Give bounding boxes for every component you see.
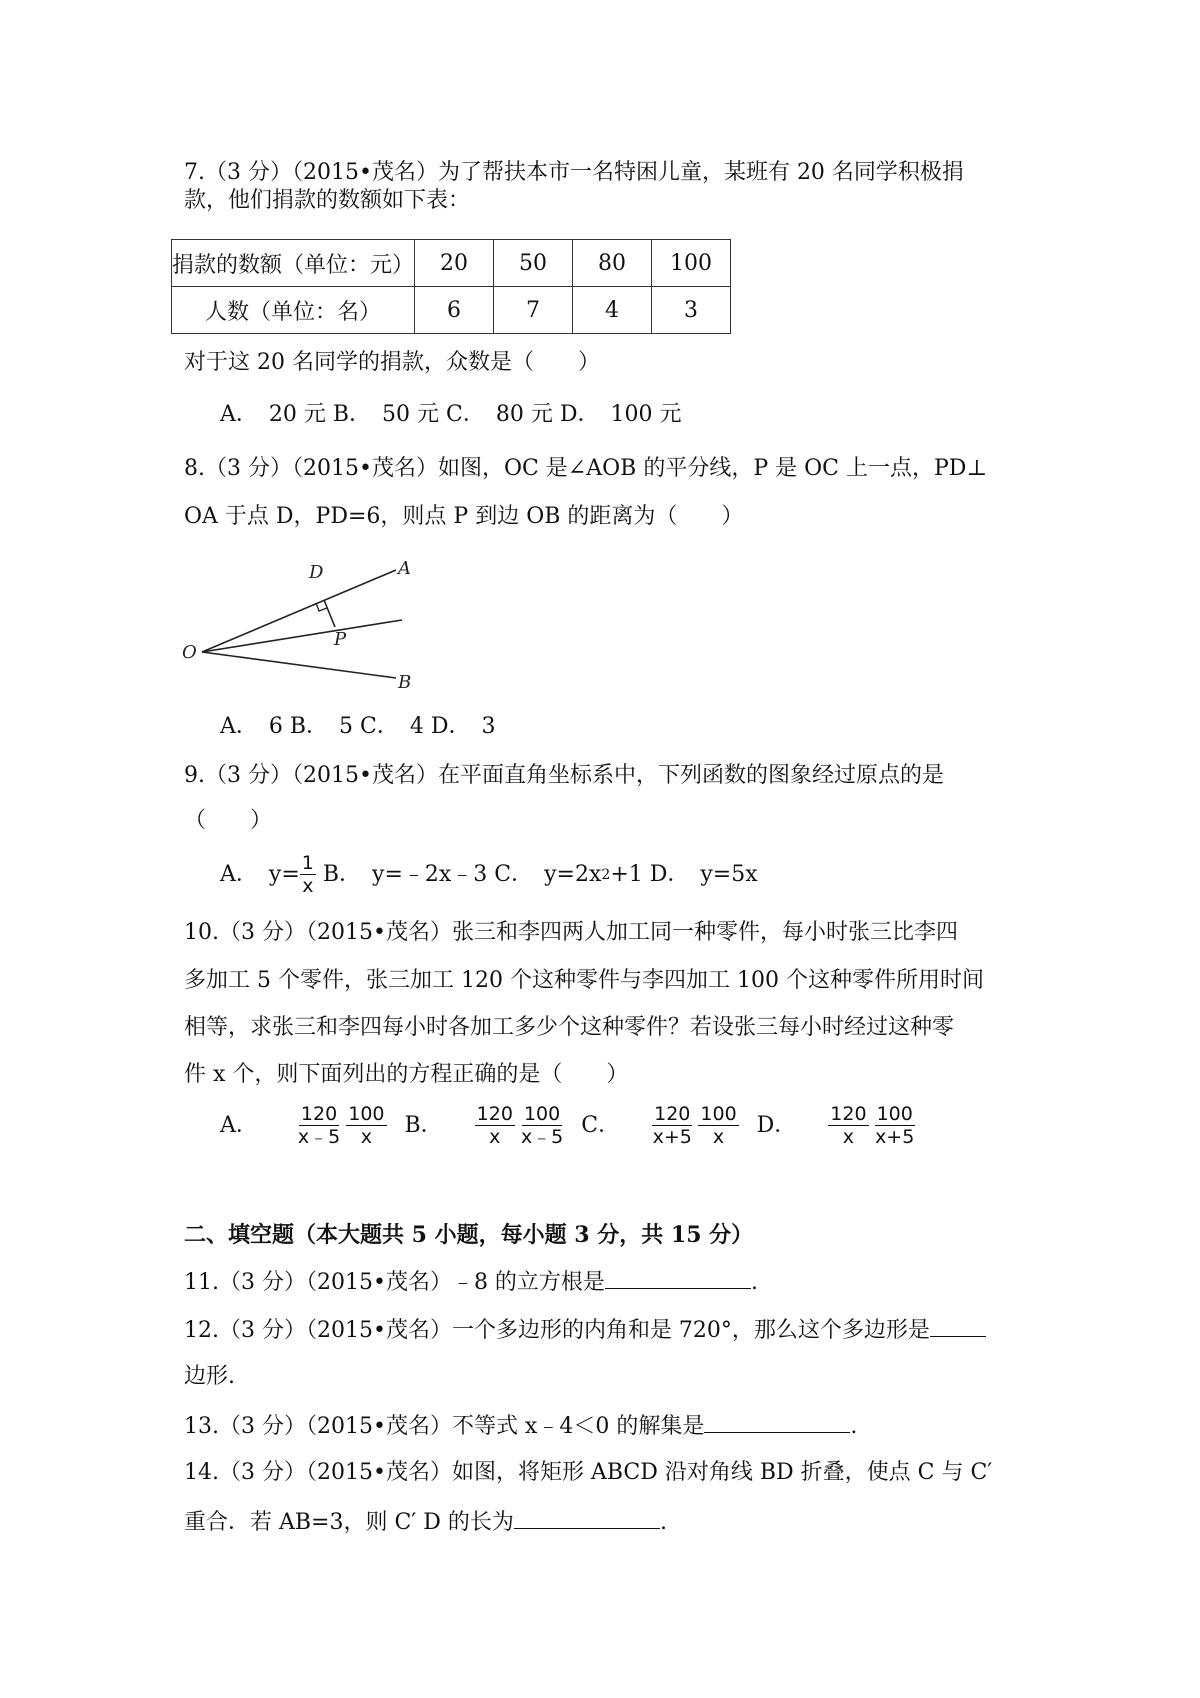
fraction <box>298 1103 340 1148</box>
fraction <box>521 1103 563 1148</box>
fraction-numerator: 120 <box>300 1103 338 1125</box>
q11-line <box>184 1266 758 1298</box>
q10-stem-line3: 相等，求张三和李四每小时各加工多少个这种零件？若设张三每小时经过这种零 <box>184 1015 955 1040</box>
fraction-numerator: 120 <box>830 1103 867 1125</box>
q7-stem-line1: 7.（3 分）（2015•茂名）为了帮扶本市一名特困儿童，某班有 20 名同学积极捐 <box>184 160 964 185</box>
q13-end: . <box>850 1414 858 1439</box>
answer-blank[interactable] <box>605 1266 751 1289</box>
answer-blank[interactable] <box>930 1314 986 1337</box>
q13-line <box>184 1410 857 1442</box>
table-header-cell: 捐款的数额（单位：元） <box>172 240 415 287</box>
q7-options: A． 20 元 B． 50 元 C． 80 元 D． 100 元 <box>220 402 682 427</box>
angle-bisector-figure <box>176 552 436 692</box>
q10-option-b-letter: B． <box>404 1112 443 1138</box>
label-d: D <box>309 562 324 583</box>
fraction-numerator: 120 <box>654 1103 691 1125</box>
table-cell: 7 <box>494 287 573 334</box>
table-cell: 80 <box>573 240 652 287</box>
q9-option-a-fraction <box>300 852 316 897</box>
fraction-denominator: x+5 <box>652 1126 692 1148</box>
fraction <box>475 1103 515 1148</box>
q8-options: A． 6 B． 5 C． 4 D． 3 <box>220 714 496 739</box>
fraction-denominator: x <box>489 1126 501 1148</box>
table-cell: 6 <box>415 287 494 334</box>
q9-option-c-exponent: 2 <box>601 866 611 883</box>
table-header-cell: 人数（单位：名） <box>172 287 415 334</box>
ray-oa <box>202 570 396 652</box>
fraction-denominator: x <box>712 1126 725 1148</box>
fraction-numerator: 100 <box>700 1103 737 1125</box>
table-cell: 4 <box>573 287 652 334</box>
fraction-denominator: x﹣5 <box>520 1126 564 1148</box>
q8-stem-line1: 8.（3 分）（2015•茂名）如图，OC 是∠AOB 的平分线，P 是 OC 上一点，PD⊥ <box>184 456 988 481</box>
q12-text: 12.（3 分）（2015•茂名）一个多边形的内角和是 720°，那么这个多边形是 <box>184 1318 930 1343</box>
q7-donation-table <box>171 239 731 334</box>
fraction <box>652 1103 692 1148</box>
q12-line2: 边形. <box>184 1364 235 1389</box>
q10-stem-line1: 10.（3 分）（2015•茂名）张三和李四两人加工同一种零件，每小时张三比李四 <box>184 920 958 945</box>
fraction-numerator: 1 <box>301 852 314 874</box>
q11-end: . <box>750 1270 758 1295</box>
fraction-numerator: 100 <box>348 1103 385 1125</box>
fraction <box>346 1103 386 1148</box>
q7-stem-line2: 款，他们捐款的数额如下表： <box>184 188 471 213</box>
label-a: A <box>398 558 411 579</box>
fraction-denominator: x <box>360 1126 372 1148</box>
q9-options <box>220 852 758 897</box>
q14-stem-line1: 14.（3 分）（2015•茂名）如图，将矩形 ABCD 沿对角线 BD 折叠，使点 C 与 C′ <box>184 1460 993 1485</box>
q10-option-d-letter: D． <box>756 1112 797 1138</box>
q14-end: . <box>659 1510 667 1535</box>
fraction-numerator: 100 <box>523 1103 561 1125</box>
fraction <box>875 1103 915 1148</box>
q11-text: 11.（3 分）（2015•茂名）﹣8 的立方根是 <box>184 1270 605 1295</box>
ray-ob <box>202 652 396 678</box>
q9-stem-line1: 9.（3 分）（2015•茂名）在平面直角坐标系中，下列函数的图象经过原点的是 <box>184 763 944 788</box>
q10-stem-line4: 件 x 个，则下面列出的方程正确的是（ ） <box>184 1062 629 1087</box>
q9-option-b-c: B． y=﹣2x﹣3 C． y=2x <box>315 861 602 887</box>
answer-blank[interactable] <box>704 1410 850 1433</box>
table-cell: 3 <box>652 287 731 334</box>
q10-option-a-letter: A． <box>220 1112 258 1138</box>
label-o: O <box>182 642 197 663</box>
fraction-numerator: 100 <box>876 1103 913 1125</box>
q13-text: 13.（3 分）（2015•茂名）不等式 x﹣4＜0 的解集是 <box>184 1414 705 1439</box>
table-row <box>172 240 731 287</box>
table-cell: 100 <box>652 240 731 287</box>
q9-stem-line2: （ ） <box>184 808 273 833</box>
label-b: B <box>398 672 412 692</box>
fraction-numerator: 120 <box>476 1103 513 1125</box>
q8-stem-line2: OA 于点 D，PD=6，则点 P 到边 OB 的距离为（ ） <box>184 504 744 529</box>
section2-heading: 二、填空题（本大题共 5 小题，每小题 3 分，共 15 分） <box>184 1222 754 1248</box>
answer-blank[interactable] <box>514 1506 660 1529</box>
segment-pd <box>324 600 335 627</box>
fraction-denominator: x <box>302 875 314 897</box>
q10-stem-line2: 多加工 5 个零件，张三加工 120 个这种零件与李四加工 100 个这种零件所用时间 <box>184 968 984 993</box>
q10-option-c-letter: C． <box>581 1112 621 1138</box>
q10-options <box>220 1103 915 1148</box>
fraction-denominator: x+5 <box>875 1126 915 1148</box>
ray-oc <box>202 620 402 652</box>
q14-text: 重合．若 AB=3，则 C′ D 的长为 <box>184 1510 514 1535</box>
fraction-denominator: x﹣5 <box>297 1126 341 1148</box>
table-cell: 50 <box>494 240 573 287</box>
fraction <box>698 1103 738 1148</box>
table-cell: 20 <box>415 240 494 287</box>
q14-line2 <box>184 1506 667 1538</box>
fraction <box>828 1103 868 1148</box>
q9-option-c-d: +1 D． y=5x <box>610 861 758 887</box>
table-row <box>172 287 731 334</box>
label-p: P <box>334 629 347 650</box>
fraction-denominator: x <box>842 1126 855 1148</box>
q12-line <box>184 1314 986 1346</box>
q7-question: 对于这 20 名同学的捐款，众数是（ ） <box>184 350 600 375</box>
q9-option-a-prefix: A． y= <box>220 861 300 887</box>
